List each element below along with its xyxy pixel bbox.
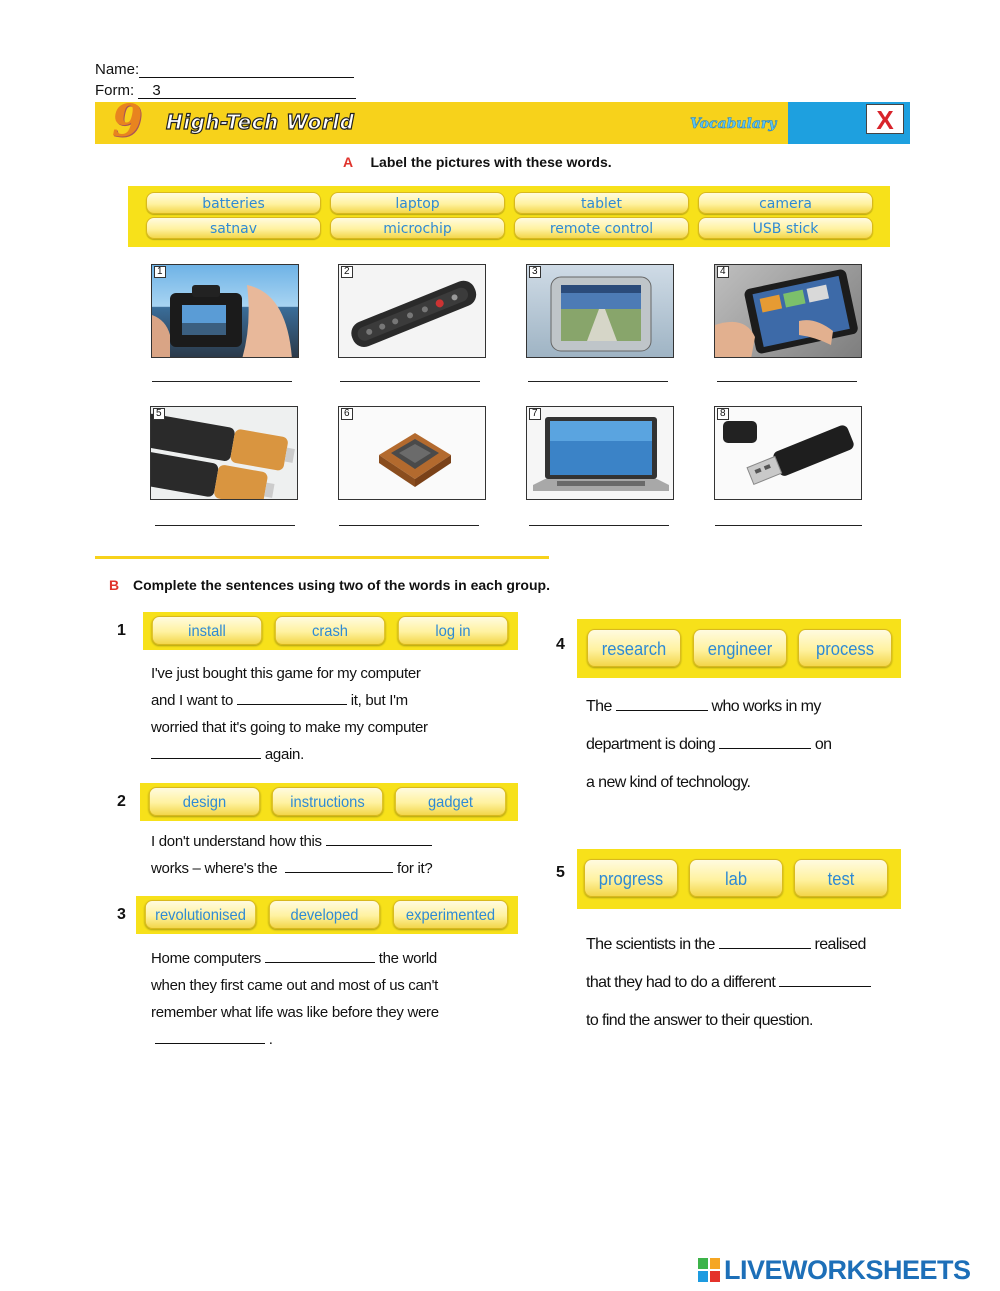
word-bank-item[interactable]: laptop [330, 192, 505, 214]
word-group-item[interactable]: log in [398, 616, 508, 645]
picture-number: 3 [529, 266, 541, 278]
section-a-instruction: Label the pictures with these words. [370, 154, 612, 170]
picture-6 [338, 406, 486, 500]
group-number: 4 [556, 636, 565, 653]
name-input[interactable] [139, 63, 354, 78]
section-a-letter: A [343, 154, 353, 170]
word-group-item[interactable]: process [798, 629, 892, 667]
picture-8 [714, 406, 862, 500]
word-group-5 [577, 849, 901, 909]
answer-input-2[interactable] [340, 380, 480, 382]
picture-number: 2 [341, 266, 353, 278]
blank-input[interactable] [265, 948, 375, 963]
picture-number: 1 [154, 266, 166, 278]
picture-number: 8 [717, 408, 729, 420]
name-field: Name: [95, 61, 354, 78]
group-number: 5 [556, 864, 565, 881]
answer-input-1[interactable] [152, 380, 292, 382]
picture-4 [714, 264, 862, 358]
laptop-photo-icon [527, 407, 674, 500]
answer-input-7[interactable] [529, 524, 669, 526]
word-group-item[interactable]: lab [689, 859, 783, 897]
picture-number: 6 [341, 408, 353, 420]
group-number: 2 [117, 793, 126, 810]
picture-number: 5 [153, 408, 165, 420]
answer-input-4[interactable] [717, 380, 857, 382]
liveworksheets-logo-icon [698, 1258, 720, 1282]
satnav-photo-icon [527, 265, 674, 358]
picture-number: 7 [529, 408, 541, 420]
picture-5 [150, 406, 298, 500]
brand-name: LIVEWORKSHEETS [724, 1255, 971, 1285]
answer-input-5[interactable] [155, 524, 295, 526]
word-group-item[interactable]: install [152, 616, 262, 645]
word-group-item[interactable]: developed [269, 900, 380, 929]
blank-input[interactable] [616, 695, 708, 711]
sentence-2: I don't understand how this works – where's the for it? [151, 833, 433, 877]
answer-input-8[interactable] [715, 524, 862, 526]
sentence-1: I've just bought this game for my computer and I want to it, but I'm worried that it's going to make my computer again. [151, 665, 428, 763]
group-number: 3 [117, 906, 126, 923]
picture-1 [151, 264, 299, 358]
word-group-item[interactable]: progress [584, 859, 678, 897]
tablet-photo-icon [715, 265, 862, 358]
camera-photo-icon [152, 265, 299, 358]
blank-input[interactable] [719, 733, 811, 749]
word-group-item[interactable]: instructions [272, 787, 383, 816]
word-group-4 [577, 619, 901, 678]
section-b-letter: B [109, 577, 120, 593]
word-group-1 [143, 612, 518, 650]
blank-input[interactable] [779, 971, 871, 987]
group-number: 1 [117, 622, 126, 639]
word-bank-item[interactable]: tablet [514, 192, 689, 214]
section-b-heading [109, 577, 550, 593]
section-b-instruction: Complete the sentences using two of the words in each group. [133, 577, 550, 593]
blank-input[interactable] [151, 744, 261, 759]
blank-input[interactable] [155, 1029, 265, 1044]
answer-input-6[interactable] [339, 524, 479, 526]
sentence-5: The scientists in the realised that they had to do a different to find the answer to their question. [586, 926, 906, 1040]
blank-input[interactable] [326, 831, 432, 846]
word-group-item[interactable]: crash [275, 616, 385, 645]
remote-control-photo-icon [339, 265, 486, 358]
form-input[interactable] [138, 82, 355, 99]
section-tag: Vocabulary [690, 116, 777, 132]
word-group-item[interactable]: experimented [393, 900, 508, 929]
word-group-2 [140, 783, 518, 821]
usb-stick-photo-icon [715, 407, 862, 500]
form-field: Form: 3 [95, 82, 356, 99]
form-value: 3 [152, 82, 161, 99]
answer-input-3[interactable] [528, 380, 668, 382]
word-group-item[interactable]: engineer [693, 629, 787, 667]
close-button[interactable]: X [866, 104, 904, 134]
word-group-item[interactable]: revolutionised [145, 900, 256, 929]
section-a-heading [343, 154, 612, 170]
blank-input[interactable] [237, 690, 347, 705]
picture-2 [338, 264, 486, 358]
section-divider [95, 556, 549, 559]
word-bank-item[interactable]: satnav [146, 217, 321, 239]
sentence-3: Home computers the world when they first came out and most of us can't remember what life was like before they were . [151, 950, 439, 1048]
word-bank-item[interactable]: camera [698, 192, 873, 214]
sentence-4: The who works in my department is doing on a new kind of technology. [586, 688, 906, 802]
word-group-item[interactable]: gadget [395, 787, 506, 816]
microchip-photo-icon [339, 407, 486, 500]
picture-7 [526, 406, 674, 500]
word-bank-item[interactable]: batteries [146, 192, 321, 214]
picture-3 [526, 264, 674, 358]
word-bank-item[interactable]: microchip [330, 217, 505, 239]
batteries-photo-icon [151, 407, 298, 500]
word-group-item[interactable]: test [794, 859, 888, 897]
word-bank-a [128, 186, 890, 247]
picture-number: 4 [717, 266, 729, 278]
blank-input[interactable] [285, 858, 393, 873]
unit-number: 9 [112, 96, 143, 147]
word-bank-item[interactable]: USB stick [698, 217, 873, 239]
word-group-item[interactable]: research [587, 629, 681, 667]
word-group-item[interactable]: design [149, 787, 260, 816]
word-group-3 [136, 896, 518, 934]
word-bank-item[interactable]: remote control [514, 217, 689, 239]
unit-title: High-Tech World [166, 110, 355, 134]
blank-input[interactable] [719, 933, 811, 949]
